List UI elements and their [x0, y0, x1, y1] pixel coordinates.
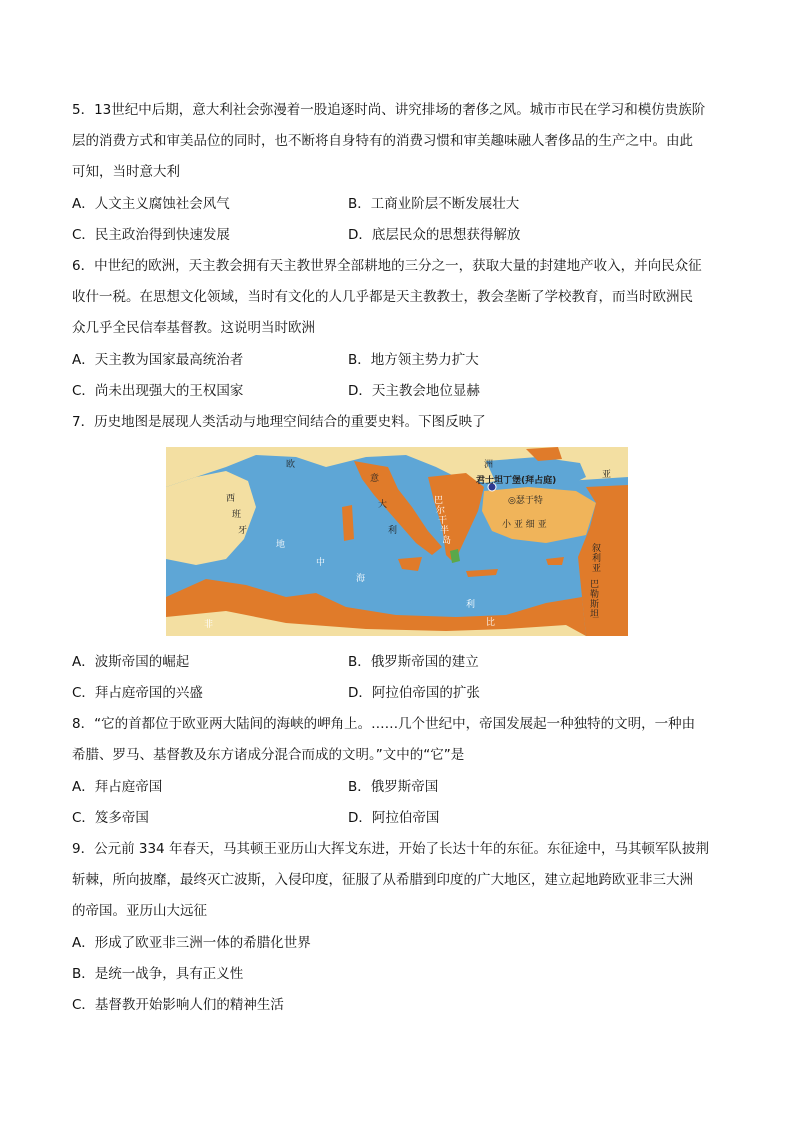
- label-palestine-3: 斯: [590, 600, 600, 610]
- label-balkan-4: 半: [440, 526, 450, 536]
- label-syria-3: 亚: [592, 564, 602, 574]
- label-balkan-2: 尔: [436, 506, 446, 516]
- q9-stem-line-2: 斩棘，所向披靡，最终灭亡波斯，入侵印度，征服了从希腊到印度的广大地区，建立起地跨欧亚非三大洲: [72, 872, 693, 888]
- q9-stem-line-3: 的帝国。亚历山大远征: [72, 903, 207, 919]
- label-libya-2: 比: [486, 618, 496, 628]
- map-svg: [166, 447, 628, 636]
- label-spain-1: 西: [226, 494, 236, 504]
- label-balkan-1: 巴: [434, 496, 444, 506]
- label-europe-b: 洲: [484, 460, 494, 470]
- q7-option-b[interactable]: B．俄罗斯帝国的建立: [348, 654, 479, 670]
- q6-stem-line-1: 6．中世纪的欧洲，天主教会拥有天主教世界全部耕地的三分之一，获取大量的封建地产收入，并向民众征: [72, 258, 702, 274]
- label-italy-2: 大: [378, 500, 388, 510]
- q6-option-a[interactable]: A．天主教为国家最高统治者: [72, 352, 244, 368]
- q8-option-b[interactable]: B．俄罗斯帝国: [348, 779, 439, 795]
- label-syria-1: 叙: [592, 544, 602, 554]
- label-palestine-1: 巴: [590, 580, 600, 590]
- q9-option-a[interactable]: A．形成了欧亚非三洲一体的希腊化世界: [72, 935, 311, 951]
- q7-option-d[interactable]: D．阿拉伯帝国的扩张: [348, 685, 480, 701]
- q5-stem-line-3: 可知，当时意大利: [72, 164, 180, 180]
- label-libya-1: 利: [466, 600, 476, 610]
- q5-stem-line-2: 层的消费方式和审美品位的同时，也不断将自身特有的消费习惯和审美趣味融人奢侈品的生产之中。由此: [72, 133, 693, 149]
- label-balkan-5: 岛: [442, 536, 452, 546]
- q6-option-b[interactable]: B．地方领主势力扩大: [348, 352, 479, 368]
- q8-option-a[interactable]: A．拜占庭帝国: [72, 779, 163, 795]
- label-balkan-3: 干: [438, 516, 448, 526]
- q6-option-c[interactable]: C．尚未出现强大的王权国家: [72, 383, 244, 399]
- q9-option-b[interactable]: B．是统一战争，具有正义性: [72, 966, 244, 982]
- q6-stem-line-2: 收什一税。在思想文化领域，当时有文化的人几乎都是天主教教士，教会垄断了学校教育，而当时欧洲民: [72, 289, 693, 305]
- q7-option-a[interactable]: A．波斯帝国的崛起: [72, 654, 190, 670]
- q7-option-c[interactable]: C．拜占庭帝国的兴盛: [72, 685, 203, 701]
- label-palestine-2: 勒: [590, 590, 600, 600]
- q8-stem-line-1: 8．“它的首都位于欧亚两大陆间的海峡的岬角上。……几个世纪中，帝国发展起一种独特的文明，一种由: [72, 716, 696, 732]
- label-nicaea: ◎瑟于特: [508, 496, 543, 506]
- q5-option-c[interactable]: C．民主政治得到快速发展: [72, 227, 230, 243]
- label-palestine-4: 坦: [590, 610, 600, 620]
- label-europe-a: 欧: [286, 460, 296, 470]
- q5-stem-line-1: 5．13世纪中后期，意大利社会弥漫着一股追逐时尚、讲究排场的奢侈之风。城市市民在学习和模仿贵族阶: [72, 102, 706, 118]
- label-italy-3: 利: [388, 526, 398, 536]
- q9-option-c[interactable]: C．基督教开始影响人们的精神生活: [72, 997, 284, 1013]
- label-constantinople: 君士坦丁堡(拜占庭): [476, 476, 557, 486]
- label-africa: 非: [204, 620, 214, 630]
- q5-option-d[interactable]: D．底层民众的思想获得解放: [348, 227, 521, 243]
- q8-option-c[interactable]: C．笈多帝国: [72, 810, 149, 826]
- q6-option-d[interactable]: D．天主教会地位显赫: [348, 383, 480, 399]
- sardinia: [342, 505, 354, 541]
- q8-stem-line-2: 希腊、罗马、基督教及东方诸成分混合而成的文明。”文中的“它”是: [72, 747, 465, 763]
- byzantine-empire-map: [166, 447, 628, 636]
- label-spain-2: 班: [232, 510, 242, 520]
- label-sea-2: 中: [316, 558, 326, 568]
- label-syria-2: 利: [592, 554, 602, 564]
- label-asia: 亚: [602, 470, 612, 480]
- label-sea-3: 海: [356, 574, 366, 584]
- q5-option-a[interactable]: A．人文主义腐蚀社会风气: [72, 196, 230, 212]
- q5-option-b[interactable]: B．工商业阶层不断发展壮大: [348, 196, 520, 212]
- label-spain-3: 牙: [238, 526, 248, 536]
- q8-option-d[interactable]: D．阿拉伯帝国: [348, 810, 440, 826]
- label-sea-1: 地: [276, 540, 286, 550]
- label-italy-1: 意: [370, 474, 380, 484]
- label-asia-minor: 小 亚 细 亚: [502, 520, 547, 530]
- q9-stem-line-1: 9．公元前 334 年春天，马其顿王亚历山大挥戈东进，开始了长达十年的东征。东征途中，马其顿军队披荆: [72, 841, 709, 857]
- q7-stem-line-1: 7．历史地图是展现人类活动与地理空间结合的重要史料。下图反映了: [72, 414, 486, 430]
- q6-stem-line-3: 众几乎全民信奉基督教。这说明当时欧洲: [72, 320, 315, 336]
